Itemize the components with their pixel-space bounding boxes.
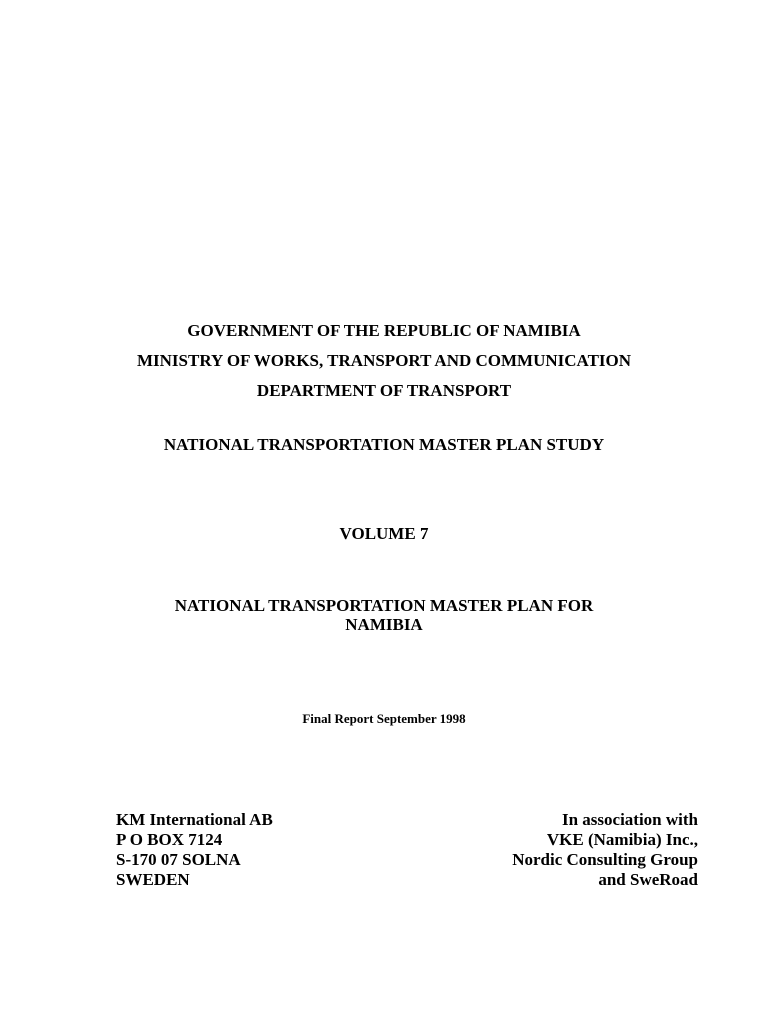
consultant-postcode-city: S-170 07 SOLNA <box>116 850 241 869</box>
consultant-po-box: P O BOX 7124 <box>116 830 223 849</box>
department-heading: DEPARTMENT OF TRANSPORT <box>256 381 512 400</box>
association-intro: In association with <box>561 810 698 829</box>
volume-number: VOLUME 7 <box>339 524 429 543</box>
consultant-country: SWEDEN <box>116 870 190 889</box>
associate-nordic: Nordic Consulting Group <box>512 850 698 869</box>
study-title: NATIONAL TRANSPORTATION MASTER PLAN STUDY <box>163 435 605 454</box>
consultant-name: KM International AB <box>116 810 273 829</box>
ministry-heading: MINISTRY OF WORKS, TRANSPORT AND COMMUNICATION <box>136 351 632 370</box>
associate-vke: VKE (Namibia) Inc., <box>546 830 698 849</box>
associates-block <box>512 810 698 890</box>
volume-title-line-1: NATIONAL TRANSPORTATION MASTER PLAN FOR <box>174 596 594 615</box>
volume-title-line-2: NAMIBIA <box>345 615 423 634</box>
associate-sweroad: and SweRoad <box>598 870 698 889</box>
report-date: Final Report September 1998 <box>302 711 466 726</box>
consultant-address <box>116 810 273 890</box>
government-heading: GOVERNMENT OF THE REPUBLIC OF NAMIBIA <box>187 321 581 340</box>
